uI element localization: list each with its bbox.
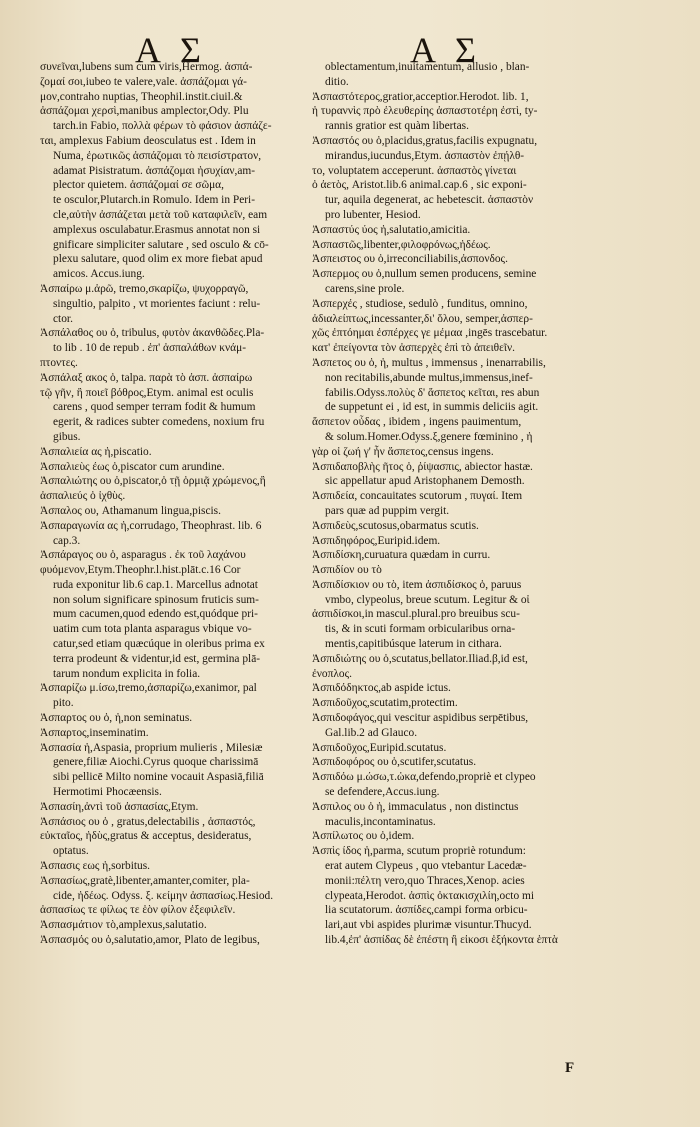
left-column-line: gibus. <box>53 430 81 443</box>
left-column-line: Ἀσπάλαθος ου ὁ, tribulus, φυτὸν ἀκανθῶδες.Pla- <box>40 327 265 340</box>
right-column-line: Ἀσπιδοφάγος,qui vescitur aspidibus serpētibus, <box>312 712 529 725</box>
left-column-line: amicos. Accus.iung. <box>53 268 145 281</box>
left-column-line: singultio, palpito , vt morientes faciunt : relu- <box>53 297 261 310</box>
left-column-line: gnificare simpliciter salutare , sed osculo & cō- <box>53 238 269 251</box>
left-column-line: Ἀσπασις εως ἡ,sorbitus. <box>40 860 151 873</box>
right-column-line: Ἀσπειστος ου ὁ,irreconciliabilis,ἀσπονδος. <box>312 253 508 266</box>
right-column-line: fabilis.Odyss.πολὺς δ' ἄσπετος κεῖται, res abun <box>325 386 540 399</box>
left-column <box>40 60 308 948</box>
left-column-line: plexu salutare, quod olim ex more fiebat apud <box>53 253 263 266</box>
right-column-line: lia scutatorum. ἀσπίδες,campi forma orbicu- <box>325 904 528 917</box>
right-column-line: pars quæ ad puppim vergit. <box>325 504 450 517</box>
right-column-line: & solum.Homer.Odyss.ξ,genere fœminino , ἡ <box>325 430 533 443</box>
right-column-line: Ἀσπὶς ίδος ἡ,parma, scutum propriè rotundum: <box>312 845 526 858</box>
left-column-line: egerit, & radices subter comedens, noxium fru <box>53 416 265 429</box>
left-column-line: cle,αὐτὴν ἀσπάζεται μετὰ τοῦ καταφιλεῖν, eam <box>53 208 268 221</box>
left-column-line: Hermotimi Phocæensis. <box>53 786 162 799</box>
right-column-line: mentis,capitibúsque laterum in cithara. <box>325 638 502 651</box>
left-column-line: adamat Pisistratum. ἀσπάζομαι ἡσυχίαν,am- <box>53 164 256 177</box>
right-column-line: Ἀσπιδίσκιον ου τὸ, item ἀσπιδίσκος ὁ, paruus <box>312 578 522 591</box>
left-column-line: terra prodeunt & videntur,id est, germina plā- <box>53 652 261 665</box>
left-column-line: ἀσπαλιεύς ὁ ἰχθὺς. <box>40 490 126 503</box>
right-column-line: Ἀσπαστότερος,gratior,acceptior.Herodot. lib. 1, <box>312 90 529 103</box>
left-column-line: Ἀσπασίη,ἀντὶ τοῦ ἀσπασίας,Etym. <box>40 800 199 813</box>
right-column-line: Ἀσπιδοφόρος ου ὁ,scutifer,scutatus. <box>312 756 477 769</box>
left-column-line: uatim cum tota planta asparagus vbique vo- <box>53 623 252 636</box>
right-column-line: κατ' ἐπείγοντα τὸν ἀσπερχὲς ἐπὶ τὸ ἀπειθεῖν. <box>312 342 515 355</box>
right-column-line: Ἀσπιδίον ου τὸ <box>312 564 382 577</box>
left-column-line: cide, ἡδέως. Odyss. ξ. κείμην ἀσπασίως.Hesiod. <box>53 889 274 902</box>
right-column-line: lib.4,ἐπ' ἀσπίδας δὲ ἐπέστη ἢ εἰκοσι ἑξήκοντα ἑπτὰ <box>325 934 558 947</box>
left-column-line: ζομαί σοι,iubeo te valere,vale. ἀσπάζομαι γά- <box>40 75 247 88</box>
right-column-line: tis, & in scuti formam orbicularibus orna- <box>325 623 516 636</box>
right-column-line: ὁ ἀετὸς, Aristot.lib.6 animal.cap.6 , sic exponi- <box>312 179 527 192</box>
left-column-line: εὐκταῖος, ἡδὺς,gratus & acceptus, desideratus, <box>40 830 252 843</box>
right-column-line: Ἀσπερχές , studiose, sedulò , funditus, omnino, <box>312 297 528 310</box>
right-column-line: ἄσπετον οὖδας , ibidem , ingens pauimentum, <box>312 416 522 429</box>
right-column-line: ἀδιαλείπτως,incessanter,δι' ὅλου, semper,ἀσπερ- <box>312 312 533 325</box>
right-column-line: de suppetunt ei , id est, in summis deliciis agit. <box>325 401 539 414</box>
left-column-line: Ἀσπασίως,gratè,libenter,amanter,comiter, pla- <box>40 874 250 887</box>
left-column-line: carens , quod semper terram fodit & humum <box>53 401 256 414</box>
right-column-line: Ἀσπιδοῦχος,Euripid.scutatus. <box>312 741 447 754</box>
left-column-line: ruda exponitur lib.6 cap.1. Marcellus adnotat <box>53 578 258 591</box>
left-column-line: amplexus osculabatur.Erasmus annotat non si <box>53 223 261 236</box>
left-column-line: tarch.in Fabio, πολλὰ φέρων τὸ φάσιον ἀσπάζε- <box>53 120 272 133</box>
left-column-line: Ἀσπασμός ου ὁ,salutatio,amor, Plato de legibus, <box>40 934 260 947</box>
right-column-line: Ἀσπαστός ου ὁ,placidus,gratus,facilis expugnatu, <box>312 134 538 147</box>
left-column-line: te osculor,Plutarch.in Romulo. Idem in Peri- <box>53 194 256 207</box>
right-column-line: γὰρ οἱ ζωή γ' ἦν ἄσπετος,census ingens. <box>312 445 494 458</box>
left-column-line: φυόμενον,Etym.Theophr.l.hist.plāt.c.16 Cor <box>40 564 241 577</box>
right-column-line: mirandus,iucundus,Etym. ἀσπαστὸν ἐπῄλθ- <box>325 149 525 162</box>
right-column-line: ἡ τυραννὶς πρὸ ἐλευθερίης ἀσπαστοτέρη ἐστὶ, ty- <box>312 105 538 118</box>
right-column-line: Ἀσπερμος ου ὁ,nullum semen producens, semine <box>312 268 537 281</box>
right-column-line: sic appellatur apud Aristophanem Demosth. <box>325 475 525 488</box>
right-column-line: ἐνοπλος. <box>312 667 352 680</box>
right-column-line: Ἀσπαστύς ύος ἡ,salutatio,amicitia. <box>312 223 471 236</box>
right-column-line: se defendere,Accus.iung. <box>325 786 440 799</box>
right-column-line: Ἀσπαστῶς,libenter,φιλοφρόνως,ἡδέως. <box>312 238 491 251</box>
left-column-line: μον,contraho nuptias, Theophil.instit.ciuil.& <box>40 90 243 103</box>
left-column-line: sibi pellicē Milto nomine vocauit Aspasiā,filiā <box>53 771 264 784</box>
left-column-line: ἀσπασίως τε φίλως τε ἑὸν φίλον ἐξεφιλεῖν. <box>40 904 236 917</box>
left-column-line: Ἀσπαλιώτης ου ὁ,piscator,ὁ τῇ ὁρμιᾷ χρώμενος,ἢ <box>40 475 266 488</box>
left-column-line: Ἀσπασμάτιον τὸ,amplexus,salutatio. <box>40 919 207 932</box>
left-column-line: συνεῖναι,lubens sum cum viris,Hermog. ἀσπά- <box>40 61 253 73</box>
right-column-line: rannis gratior est quàm libertas. <box>325 120 469 133</box>
right-column-line: Ἀσπιδεὺς,scutosus,obarmatus scutis. <box>312 519 479 532</box>
right-column-line: ditio. <box>325 75 349 88</box>
left-column-line: πτοντες. <box>40 356 78 369</box>
right-column-line: vmbo, clypeolus, breue scutum. Legitur & οἱ <box>325 593 530 606</box>
left-column-line: Ἀσπαρτος,inseminatim. <box>40 726 149 739</box>
left-column-line: non solum significare spinosum fruticis sum- <box>53 593 259 606</box>
right-column-line: non recitabilis,abunde multus,immensus,inef- <box>325 371 533 384</box>
left-column-line: Ἀσπαραγωνία ας ἡ,corrudago, Theophrast. lib. 6 <box>40 519 262 532</box>
left-column-line: genere,filiæ Aiochi.Cyrus quoque charissimā <box>53 756 259 769</box>
right-column-line: ἀσπιδίσκοι,in mascul.plural.pro breuibus scu- <box>312 608 520 621</box>
right-column <box>312 60 584 948</box>
right-column-line: Ἀσπιδόδηκτος,ab aspide ictus. <box>312 682 451 695</box>
right-column-line: oblectamentum,inuitamentum, allusio , blan- <box>325 61 530 73</box>
right-column-line: Ἀσπιδαποβλὴς ῆτος ὁ, ῥίψασπις, abiector hastæ. <box>312 460 533 473</box>
right-column-line: monii:πέλτη vero,quo Thraces,Xenop. acies <box>325 874 525 887</box>
left-column-line: cap.3. <box>53 534 81 547</box>
right-column-line: pro lubenter, Hesiod. <box>325 208 421 221</box>
left-column-line: catur,sed etiam quæcúque in oleribus prima ex <box>53 638 265 651</box>
right-column-line: Ἀσπιλος ου ὁ ἡ, immaculatus , non distinctus <box>312 800 519 813</box>
right-column-line: Ἀσπετος ου ὁ, ἡ, multus , immensus , inenarrabilis, <box>312 356 546 369</box>
left-column-line: plector quietem. ἀσπάζομαί σε σῶμα, <box>53 179 224 192</box>
right-column-line: erat autem Clypeus , quo vtebantur Lacedæ- <box>325 860 527 873</box>
right-column-line: clypeata,Herodot. ἀσπὶς ὀκτακισχιλίη,octo mi <box>325 889 535 902</box>
catchword: F <box>565 1060 575 1076</box>
right-column-line: Ἀσπιδίσκη,curuatura quædam in curru. <box>312 549 491 562</box>
right-column-line: maculis,incontaminatus. <box>325 815 436 828</box>
running-head-right: Α Σ <box>410 30 482 70</box>
left-column-line: Ἀσπαίρω μ.ἀρῶ, tremo,σκαρίζω, ψυχορραγῶ, <box>40 282 249 295</box>
right-column-line: Ἀσπιδεία, concauitates scutorum , πυγαί. Item <box>312 490 523 503</box>
left-column-line: Ἀσπάσιος ου ὁ , gratus,delectabilis , ἀσπαστός, <box>40 815 256 828</box>
left-column-line: optatus. <box>53 845 89 858</box>
left-column-line: Numa, ἐρωτικῶς ἀσπάζομαι τὸ πεισίστρατον, <box>53 149 262 162</box>
left-column-line: mum cacumen,quod edendo est,quódque pri- <box>53 608 258 621</box>
right-column-line: lari,aut vbi aspides plurimæ visuntur.Thucyd. <box>325 919 532 932</box>
left-column-line: Ἀσπαλος ου, Athamanum lingua,piscis. <box>40 504 221 517</box>
right-column-line: Ἀσπιδοῦχος,scutatim,protectim. <box>312 697 458 710</box>
left-column-line: Ἀσπαρίζω μ.ίσω,tremo,ἀσπαρίζω,exanimor, pal <box>40 682 257 695</box>
right-column-line: Ἀσπιδιώτης ου ὁ,scutatus,bellator.Iliad.β,id est, <box>312 652 528 665</box>
right-column-line: carens,sine prole. <box>325 282 405 295</box>
left-column-line: ctor. <box>53 312 73 325</box>
left-column-line: ται, amplexus Fabium deosculatus est . Idem in <box>40 134 256 147</box>
right-column-line: Ἀσπιδόω μ.ώσω,τ.ὠκα,defendo,propriè et clypeo <box>312 771 536 784</box>
left-column-line: ἀσπάζομαι χερσὶ,manibus amplector,Ody. Plu <box>40 105 249 118</box>
running-head-left: Α Σ <box>135 30 207 70</box>
left-column-line: pito. <box>53 697 74 710</box>
left-column-line: to lib . 10 de repub . ἐπ' ἀσπαλάθων κνάμ- <box>53 342 247 355</box>
left-column-line: Ἀσπάλαξ ακος ὁ, talpa. παρὰ τὸ ἀσπ. ἀσπαίρω <box>40 371 253 384</box>
left-column-line: tarum nondum explicita in folia. <box>53 667 201 680</box>
left-column-line: Ἀσπαρτος ου ὁ, ἡ,non seminatus. <box>40 712 193 725</box>
left-column-line: Ἀσπάραγος ου ὁ, asparagus . ἐκ τοῦ λαχάνου <box>40 549 246 562</box>
left-column-line: Ἀσπασία ἡ,Aspasia, proprium mulieris , Milesiæ <box>40 741 263 754</box>
left-column-line: Ἀσπαλιεία ας ἡ,piscatio. <box>40 445 152 458</box>
right-column-line: Ἀσπίλωτος ου ὁ,idem. <box>312 830 415 843</box>
right-column-line: χῶς ἐπτόημαι ἐσπέρχες γε μέμαα ,ingēs trascebatur. <box>312 327 548 340</box>
right-column-line: Ἀσπιδηφόρος,Euripid.idem. <box>312 534 441 547</box>
left-column-line: τῷ γῆν, ἢ ποιεῖ βόθρος,Etym. animal est oculis <box>40 386 254 399</box>
right-column-line: Gal.lib.2 ad Glauco. <box>325 726 418 739</box>
left-column-line: Ἀσπαλιεὺς έως ὁ,piscator cum arundine. <box>40 460 225 473</box>
right-column-line: το, voluptatem acceperunt. ἀσπαστὸς γίνεται <box>312 164 517 177</box>
right-column-line: tur, aquila degenerat, ac hebetescit. ἀσπαστὸν <box>325 194 534 207</box>
